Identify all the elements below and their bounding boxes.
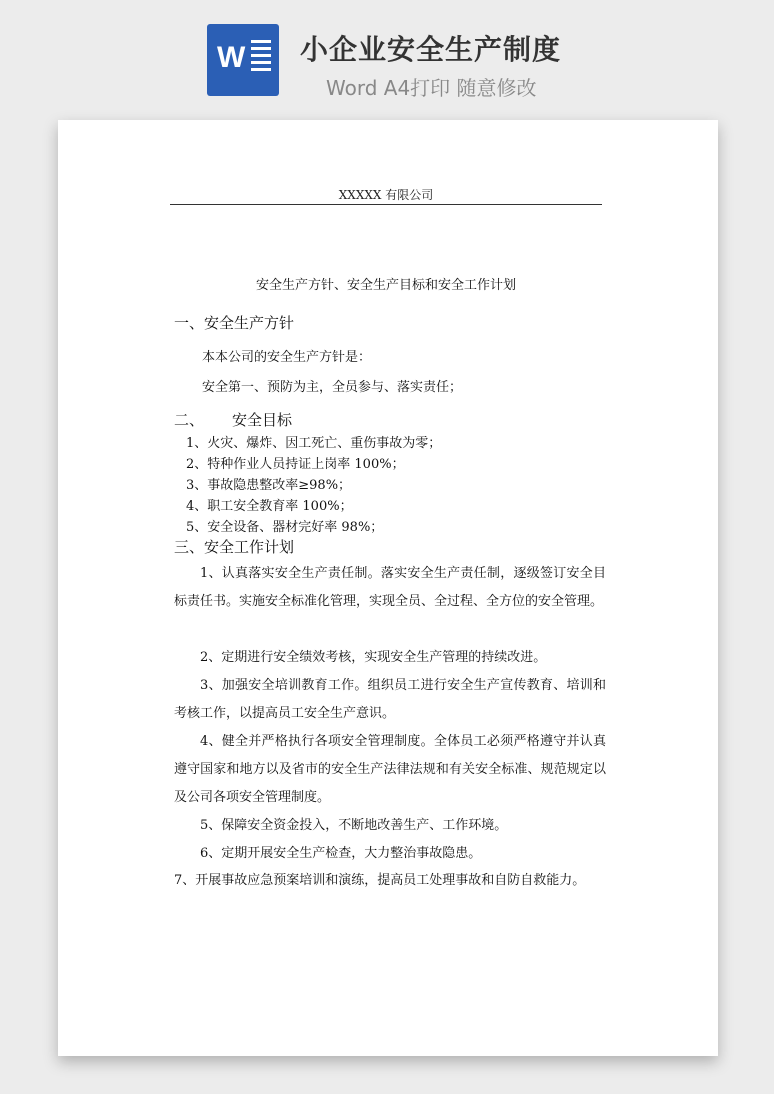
plan-paragraph: 1、认真落实安全生产责任制。落实安全生产责任制，逐级签订安全目标责任书。实施安全标准化管理，实现全员、全过程、全方位的安全管理。 bbox=[174, 566, 606, 609]
word-icon bbox=[207, 24, 279, 96]
document-title: 安全生产方针、安全生产目标和安全工作计划 bbox=[255, 278, 516, 293]
document-header: XXXXX 有限公司 bbox=[338, 188, 434, 202]
section-heading-goals-text: 安全目标 bbox=[232, 411, 293, 429]
section-heading-policy: 一、安全生产方针 bbox=[174, 314, 295, 332]
section-heading-goals-num: 二、 bbox=[174, 411, 205, 429]
goal-item: 2、特种作业人员持证上岗率 100%； bbox=[186, 457, 405, 472]
plan-paragraph: 7、开展事故应急预案培训和演练，提高员工处理事故和自防自救能力。 bbox=[174, 873, 586, 888]
plan-paragraph: 6、定期开展安全生产检查，大力整治事故隐患。 bbox=[200, 846, 482, 861]
word-icon-letter: W bbox=[217, 41, 246, 74]
top-banner bbox=[0, 0, 774, 118]
plan-paragraph: 4、健全并严格执行各项安全管理制度。全体员工必须严格遵守并认真遵守国家和地方以及省市的安全生产法律法规和有关安全标准、规范规定以及公司各项安全管理制度。 bbox=[174, 734, 606, 805]
plan-paragraph: 2、定期进行安全绩效考核，实现安全生产管理的持续改进。 bbox=[200, 650, 547, 665]
section-heading-goals bbox=[174, 409, 292, 430]
goal-item: 3、事故隐患整改率≥98%； bbox=[186, 478, 352, 493]
plan-paragraph: 3、加强安全培训教育工作。组织员工进行安全生产宣传教育、培训和考核工作，以提高员工安全生产意识。 bbox=[174, 678, 606, 721]
banner-title: 小企业安全生产制度 bbox=[300, 33, 562, 66]
goal-item: 1、火灾、爆炸、因工死亡、重伤事故为零； bbox=[186, 436, 442, 451]
document-page bbox=[58, 120, 718, 1056]
header-rule bbox=[170, 204, 602, 205]
policy-statement: 安全第一、预防为主，全员参与、落实责任； bbox=[202, 380, 463, 395]
banner-subtitle: Word A4打印 随意修改 bbox=[326, 76, 537, 100]
policy-intro: 本本公司的安全生产方针是： bbox=[202, 350, 372, 365]
plan-paragraph: 5、保障安全资金投入，不断地改善生产、工作环境。 bbox=[200, 818, 508, 833]
goal-item: 4、职工安全教育率 100%； bbox=[186, 499, 353, 514]
section-heading-plan: 三、安全工作计划 bbox=[174, 538, 295, 556]
word-icon-lines bbox=[251, 40, 271, 80]
goal-item: 5、安全设备、器材完好率 98%； bbox=[186, 520, 384, 535]
